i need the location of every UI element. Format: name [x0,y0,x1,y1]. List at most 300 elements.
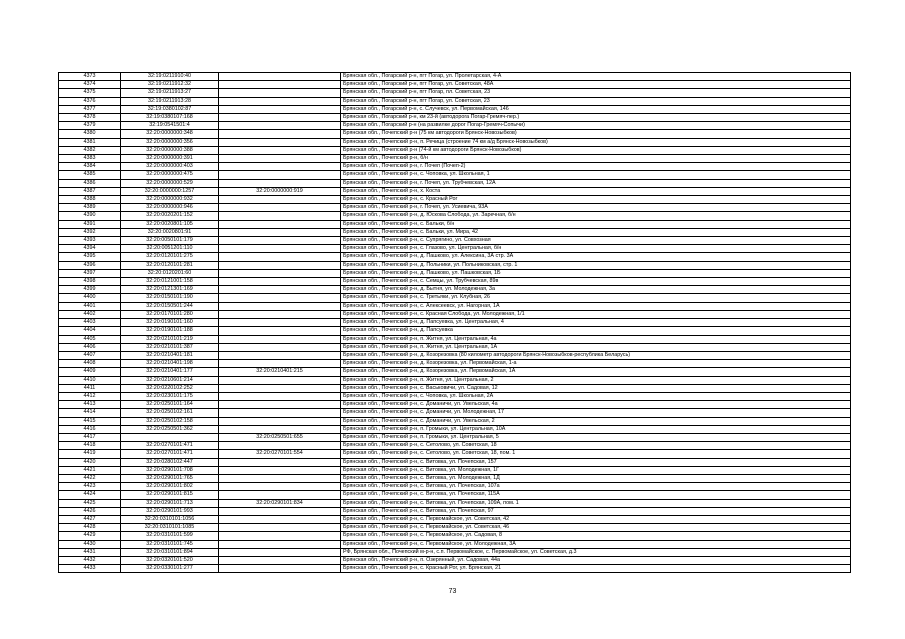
address-cell: Брянская обл., Почепский р-н, с. Сетолово, ул. Советская, 18, пом. 1 [341,450,851,458]
secondary-cadastral-cell [219,466,341,474]
cadastral-number-cell: 32:20:0000000:946 [121,204,219,212]
row-number-cell: 4428 [59,524,121,532]
cadastral-number-cell: 32:20:0000000:391 [121,155,219,163]
address-cell: Брянская обл., Почепский р-н, д. Польники, ул. Польниковская, стр. 1 [341,261,851,269]
cadastral-number-cell: 32:20:0290101:993 [121,507,219,515]
cadastral-number-cell: 32:20:0000000:403 [121,163,219,171]
cadastral-number-cell: 32:20:0020801:105 [121,220,219,228]
cadastral-number-cell: 32:20:0150101:190 [121,294,219,302]
address-cell: Брянская обл., Почепский р-н, с. Бальки, б/н [341,220,851,228]
cadastral-number-cell: 32:20:0310101:599 [121,532,219,540]
cadastral-number-cell: 32:20:0000000:932 [121,196,219,204]
row-number-cell: 4381 [59,138,121,146]
address-cell: Брянская обл., Почепский р-н, с. Доманичи, ул. Увельская, 4а [341,401,851,409]
row-number-cell: 4431 [59,548,121,556]
row-number-cell: 4376 [59,97,121,105]
secondary-cadastral-cell [219,310,341,318]
address-cell: Брянская обл., Почепский р-н, с. Красный Рог [341,196,851,204]
row-number-cell: 4398 [59,278,121,286]
table-row [59,458,851,466]
cadastral-number-cell: 32:20:0310101:1056 [121,515,219,523]
cadastral-number-cell: 32:20:0290101:713 [121,499,219,507]
row-number-cell: 4424 [59,491,121,499]
cadastral-number-cell: 32:20:0000000:475 [121,171,219,179]
cadastral-number-cell: 32:19:0380102:87 [121,105,219,113]
secondary-cadastral-cell [219,524,341,532]
table-row [59,269,851,277]
table-row [59,81,851,89]
table-row [59,163,851,171]
address-cell: Брянская обл., Почепский р-н, д. Козорезовка (80 километр автодороги Брянск-Новозыбков-республика Беларусь) [341,351,851,359]
secondary-cadastral-cell [219,89,341,97]
cadastral-number-cell: 32:20:0000000:348 [121,130,219,138]
row-number-cell: 4395 [59,253,121,261]
secondary-cadastral-cell [219,278,341,286]
cadastral-number-cell: 32:20:0210401:198 [121,360,219,368]
table-row [59,171,851,179]
secondary-cadastral-cell [219,138,341,146]
table-row [59,368,851,376]
cadastral-number-cell: 32:20:0310101:894 [121,548,219,556]
cadastral-number-cell: 32:20:0210401:177 [121,368,219,376]
secondary-cadastral-cell [219,269,341,277]
table-row [59,466,851,474]
cadastral-number-cell: 32:20:0290101:815 [121,491,219,499]
address-cell: Брянская обл., Почепский р-н, с. Витовка, ул. Почепская, 109А, пом. 1 [341,499,851,507]
address-cell: Брянская обл., Почепский р-н, д. Бытня, ул. Молодежная, 3а [341,286,851,294]
table-row [59,556,851,564]
address-cell: Брянская обл., Почепский р-н, г. Почеп, ул. Усиевича, 93А [341,204,851,212]
cadastral-number-cell: 32:20:0310101:745 [121,540,219,548]
row-number-cell: 4413 [59,401,121,409]
cadastral-number-cell: 32:20:0170101:280 [121,310,219,318]
table-row [59,491,851,499]
row-number-cell: 4374 [59,81,121,89]
table-row [59,212,851,220]
cadastral-number-cell: 32:20:0000000:356 [121,138,219,146]
row-number-cell: 4414 [59,409,121,417]
table-row [59,532,851,540]
table-row [59,155,851,163]
address-cell: Брянская обл., Почепский р-н, п. Озерянный, ул. Садовая, 44а [341,556,851,564]
row-number-cell: 4402 [59,310,121,318]
cadastral-number-cell: 32:20:0120101:275 [121,253,219,261]
row-number-cell: 4420 [59,458,121,466]
address-cell: Брянская обл., Почепский р-н, д. Козорезовка, ул. Первомайская, 1А [341,368,851,376]
secondary-cadastral-cell [219,302,341,310]
secondary-cadastral-cell [219,146,341,154]
cadastral-number-cell: 32:20:0250102:161 [121,409,219,417]
row-number-cell: 4426 [59,507,121,515]
row-number-cell: 4417 [59,433,121,441]
address-cell: Брянская обл., Почепский р-н, п. Речица (строение 74 км а/д Брянск-Новозыбков) [341,138,851,146]
secondary-cadastral-cell [219,204,341,212]
secondary-cadastral-cell [219,442,341,450]
address-cell: Брянская обл., Почепский р-н, с. Чоповка, ул. Школьная, 1 [341,171,851,179]
row-number-cell: 4423 [59,483,121,491]
secondary-cadastral-cell [219,237,341,245]
address-cell: Брянская обл., Почепский р-н, х. Коста [341,187,851,195]
row-number-cell: 4401 [59,302,121,310]
address-cell: Брянская обл., Погарский р-н, пгт Погар, ул. Советская, 23 [341,97,851,105]
table-row [59,146,851,154]
address-cell: Брянская обл., Почепский р-н, с. Алексеевск, ул. Нагорная, 1А [341,302,851,310]
row-number-cell: 4377 [59,105,121,113]
page-number: 73 [448,588,457,595]
secondary-cadastral-cell: 32:20:0290101:834 [219,499,341,507]
row-number-cell: 4390 [59,212,121,220]
cadastral-number-cell: 32:20:0190101:160 [121,319,219,327]
cadastral-number-cell: 32:20:0210101:387 [121,343,219,351]
secondary-cadastral-cell [219,261,341,269]
cadastral-number-cell: 32:20:0250101:164 [121,401,219,409]
secondary-cadastral-cell [219,97,341,105]
address-cell: Брянская обл., Почепский р-н (74-й км автодороги Брянск-Новозыбков) [341,146,851,154]
secondary-cadastral-cell [219,556,341,564]
cadastral-number-cell: 32:20:0270101:471 [121,442,219,450]
secondary-cadastral-cell [219,409,341,417]
row-number-cell: 4379 [59,122,121,130]
cadastral-number-cell: 32:20:0330101:277 [121,565,219,573]
row-number-cell: 4406 [59,343,121,351]
table-row [59,310,851,318]
address-cell: Брянская обл., Почепский р-н, с. Доманичи, ул. Молодежная, 17 [341,409,851,417]
table-row [59,401,851,409]
cadastral-number-cell: 32:20:0310101:1085 [121,524,219,532]
secondary-cadastral-cell [219,384,341,392]
address-cell: Брянская обл., Почепский р-н, д. Папсуевка [341,327,851,335]
address-cell: Брянская обл., Почепский р-н, с. Сетолово, ул. Советская, 18 [341,442,851,450]
row-number-cell: 4380 [59,130,121,138]
row-number-cell: 4383 [59,155,121,163]
row-number-cell: 4419 [59,450,121,458]
row-number-cell: 4429 [59,532,121,540]
secondary-cadastral-cell [219,458,341,466]
secondary-cadastral-cell [219,130,341,138]
address-cell: Брянская обл., Почепский р-н, с. Первомайское, ул. Советская, 42 [341,515,851,523]
row-number-cell: 4403 [59,319,121,327]
table-row [59,253,851,261]
row-number-cell: 4415 [59,417,121,425]
cadastral-number-cell: 32:20:0120201:60 [121,269,219,277]
row-number-cell: 4405 [59,335,121,343]
row-number-cell: 4412 [59,392,121,400]
table-row [59,319,851,327]
table-row [59,89,851,97]
secondary-cadastral-cell [219,245,341,253]
row-number-cell: 4389 [59,204,121,212]
table-row [59,507,851,515]
table-row [59,294,851,302]
secondary-cadastral-cell [219,81,341,89]
address-cell: Брянская обл., Почепский р-н, п. Громыки, ул. Центральная, 5 [341,433,851,441]
table-row [59,548,851,556]
address-cell: Брянская обл., Почепский р-н, п. Житня, ул. Центральная, 4а [341,335,851,343]
table-row [59,540,851,548]
secondary-cadastral-cell [219,425,341,433]
table-row [59,196,851,204]
table-row [59,335,851,343]
cadastral-number-cell: 32:20:0320101:520 [121,556,219,564]
address-cell: Брянская обл., Почепский р-н, с. Васьковичи, ул. Садовая, 12 [341,384,851,392]
secondary-cadastral-cell: 32:20:0250501:655 [219,433,341,441]
secondary-cadastral-cell [219,351,341,359]
table-row [59,483,851,491]
row-number-cell: 4382 [59,146,121,154]
cadastral-number-cell: 32:20:0051201:110 [121,245,219,253]
secondary-cadastral-cell [219,319,341,327]
table-row [59,392,851,400]
address-cell: Брянская обл., Погарский р-н, пгт Погар, ул. Пролетарская, 4-А [341,73,851,81]
secondary-cadastral-cell [219,360,341,368]
cadastral-number-cell: 32:20:0190101:188 [121,327,219,335]
secondary-cadastral-cell [219,376,341,384]
row-number-cell: 4422 [59,474,121,482]
address-cell: Брянская обл., Погарский р-н, пгт Погар, ул. Советская, 48А [341,81,851,89]
address-cell: Брянская обл., Почепский р-н, с. Доманичи, ул. Увельская, 2 [341,417,851,425]
cadastral-number-cell: 32:20:0210601:214 [121,376,219,384]
cadastral-number-cell: 32:19:0380107:168 [121,114,219,122]
table-row [59,228,851,236]
row-number-cell: 4425 [59,499,121,507]
table-row [59,187,851,195]
secondary-cadastral-cell [219,179,341,187]
address-cell: Брянская обл., Почепский р-н, с. Третьяки, ул. Клубная, 26 [341,294,851,302]
address-cell: Брянская обл., Почепский р-н, с. Первомайское, ул. Молодежная, 3А [341,540,851,548]
row-number-cell: 4409 [59,368,121,376]
row-number-cell: 4418 [59,442,121,450]
table-row [59,450,851,458]
row-number-cell: 4404 [59,327,121,335]
row-number-cell: 4378 [59,114,121,122]
table-row [59,409,851,417]
secondary-cadastral-cell: 32:20:0210401:215 [219,368,341,376]
table-row [59,442,851,450]
table-row [59,237,851,245]
secondary-cadastral-cell [219,401,341,409]
table-row [59,130,851,138]
row-number-cell: 4433 [59,565,121,573]
secondary-cadastral-cell [219,335,341,343]
secondary-cadastral-cell [219,327,341,335]
table-row [59,286,851,294]
secondary-cadastral-cell: 32:20:0270101:554 [219,450,341,458]
row-number-cell: 4385 [59,171,121,179]
table-row [59,179,851,187]
secondary-cadastral-cell [219,483,341,491]
address-cell: Брянская обл., Почепский р-н, с. Семцы, ул. Трубчевская, 89в [341,278,851,286]
secondary-cadastral-cell [219,73,341,81]
secondary-cadastral-cell [219,220,341,228]
address-cell: Брянская обл., Почепский р-н (75 км автодороги Брянск-Новозыбков) [341,130,851,138]
row-number-cell: 4391 [59,220,121,228]
address-cell: Брянская обл., Почепский р-н, д. Юсковa Слобода, ул. Заречная, б/н [341,212,851,220]
table-row [59,327,851,335]
table-row [59,433,851,441]
cadastral-number-cell: 32:19:0541501:4 [121,122,219,130]
address-cell: Брянская обл., Почепский р-н, с. Первомайское, ул. Садовая, 8 [341,532,851,540]
row-number-cell: 4386 [59,179,121,187]
row-number-cell: 4408 [59,360,121,368]
address-cell: Брянская обл., Почепский р-н, п. Житня, ул. Центральная, 2 [341,376,851,384]
address-cell: Брянская обл., Почепский р-н, д. Пашково, ул. Пашковская, 1Б [341,269,851,277]
secondary-cadastral-cell [219,474,341,482]
address-cell: Брянская обл., Почепский р-н, с. Красный Рог, ул. Брянская, 21 [341,565,851,573]
secondary-cadastral-cell [219,507,341,515]
row-number-cell: 4373 [59,73,121,81]
address-cell: Брянская обл., Почепский р-н, г. Почеп, ул. Трубчевская, 12А [341,179,851,187]
address-cell: Брянская обл., Почепский р-н, с. Чоповка, ул. Школьная, 2А [341,392,851,400]
row-number-cell: 4397 [59,269,121,277]
row-number-cell: 4411 [59,384,121,392]
row-number-cell: 4427 [59,515,121,523]
secondary-cadastral-cell [219,171,341,179]
address-cell: Брянская обл., Почепский р-н, с. Витовка, ул. Молодежная, 1Д [341,474,851,482]
secondary-cadastral-cell [219,286,341,294]
row-number-cell: 4375 [59,89,121,97]
row-number-cell: 4407 [59,351,121,359]
table-row [59,278,851,286]
table-row [59,105,851,113]
cadastral-number-cell: 32:20:0230101:175 [121,392,219,400]
secondary-cadastral-cell [219,228,341,236]
table-row [59,524,851,532]
cadastral-number-cell: 32:20:0290101:802 [121,483,219,491]
address-cell: РФ, Брянская обл., Почепский м-р-н, с.п. Первомайское, с. Первомайское, ул. Советская, д.3 [341,548,851,556]
secondary-cadastral-cell [219,392,341,400]
secondary-cadastral-cell [219,417,341,425]
cadastral-number-cell: 32:20:0020201:152 [121,212,219,220]
table-row [59,351,851,359]
secondary-cadastral-cell [219,105,341,113]
table-row [59,565,851,573]
table-row [59,417,851,425]
address-cell: Брянская обл., Почепский р-н, п. Громыки, ул. Центральная, 10А [341,425,851,433]
cadastral-number-cell: 32:20:0020801:91 [121,228,219,236]
address-cell: Брянская обл., Почепский р-н, д. Пашково, ул. Алексина, 3А стр. 3А [341,253,851,261]
cadastral-number-cell: 32:20:0210401:181 [121,351,219,359]
table-row [59,114,851,122]
cadastral-number-cell: 32:20:0290101:708 [121,466,219,474]
cadastral-number-cell [121,433,219,441]
address-cell: Брянская обл., Почепский р-н, с. Витовка, ул. Молодежная, 1Г [341,466,851,474]
cadastral-number-cell: 32:20:0290101:765 [121,474,219,482]
table-row [59,122,851,130]
cadastral-number-cell: 32:20:0210101:219 [121,335,219,343]
secondary-cadastral-cell [219,196,341,204]
table-row [59,343,851,351]
secondary-cadastral-cell [219,212,341,220]
address-cell: Брянская обл., Почепский р-н, с. Витовка, ул. Почепская, 107а [341,483,851,491]
secondary-cadastral-cell [219,540,341,548]
address-cell: Брянская обл., Почепский р-н, с. Витовка, ул. Почепская, 157 [341,458,851,466]
address-cell: Брянская обл., Почепский р-н, д. Козорезовка, ул. Первомайская, 1-а [341,360,851,368]
secondary-cadastral-cell [219,155,341,163]
cadastral-number-cell: 32:20:0120101:281 [121,261,219,269]
row-number-cell: 4393 [59,237,121,245]
cadastral-number-cell: 32:20:0220102:252 [121,384,219,392]
table-row [59,302,851,310]
secondary-cadastral-cell: 32:20:0000000:919 [219,187,341,195]
table-row [59,220,851,228]
registry-table [58,72,851,573]
secondary-cadastral-cell [219,565,341,573]
secondary-cadastral-cell [219,294,341,302]
address-cell: Брянская обл., Почепский р-н, с. Бальки, ул. Мира, 42 [341,228,851,236]
secondary-cadastral-cell [219,515,341,523]
cadastral-number-cell: 32:19:0211912:32 [121,81,219,89]
row-number-cell: 4384 [59,163,121,171]
table-row [59,384,851,392]
table-row [59,515,851,523]
table-row [59,474,851,482]
address-cell: Брянская обл., Почепский р-н, г. Почеп (Почеп-2) [341,163,851,171]
secondary-cadastral-cell [219,343,341,351]
secondary-cadastral-cell [219,491,341,499]
secondary-cadastral-cell [219,114,341,122]
cadastral-number-cell: 32:20:0280102:447 [121,458,219,466]
cadastral-number-cell: 32:20:0121001:158 [121,278,219,286]
address-cell: Брянская обл., Почепский р-н, с. Глазово, ул. Центральная, б/н [341,245,851,253]
cadastral-number-cell: 32:19:0211913:27 [121,89,219,97]
secondary-cadastral-cell [219,532,341,540]
address-cell: Брянская обл., Почепский р-н, с. Витовка, ул. Почепская, 97 [341,507,851,515]
table-row [59,261,851,269]
cadastral-number-cell: 32:20:0000000:388 [121,146,219,154]
row-number-cell: 4394 [59,245,121,253]
row-number-cell: 4396 [59,261,121,269]
row-number-cell: 4388 [59,196,121,204]
row-number-cell: 4387 [59,187,121,195]
table-row [59,360,851,368]
table-row [59,138,851,146]
secondary-cadastral-cell [219,548,341,556]
row-number-cell: 4432 [59,556,121,564]
address-cell: Брянская обл., Почепский р-н, с. Красная Слобода, ул. Молодежная, 1/1 [341,310,851,318]
table-row [59,376,851,384]
row-number-cell: 4399 [59,286,121,294]
cadastral-number-cell: 32:19:0211913:28 [121,97,219,105]
address-cell: Брянская обл., Погарский р-н, пгт Погар, пл. Советская, 23 [341,89,851,97]
address-cell: Брянская обл., Почепский р-н, б/н [341,155,851,163]
row-number-cell: 4410 [59,376,121,384]
table-row [59,73,851,81]
secondary-cadastral-cell [219,163,341,171]
row-number-cell: 4430 [59,540,121,548]
cadastral-number-cell: 32:19:0211910:40 [121,73,219,81]
address-cell: Брянская обл., Почепский р-н, с. Витовка, ул. Почепская, 115А [341,491,851,499]
address-cell: Брянская обл., Погарский р-н, с. Случевск, ул. Первомайская, 146 [341,105,851,113]
registry-body [59,73,851,573]
cadastral-number-cell: 32:20:0150501:244 [121,302,219,310]
table-row [59,97,851,105]
secondary-cadastral-cell [219,253,341,261]
row-number-cell: 4421 [59,466,121,474]
table-row [59,245,851,253]
table-row [59,425,851,433]
cadastral-number-cell: 32:20:0000000:529 [121,179,219,187]
cadastral-number-cell: 32:20:0250501:362 [121,425,219,433]
address-cell: Брянская обл., Погарский р-н, км 23-й (автодорога Погар-Гремяч-пер.) [341,114,851,122]
cadastral-number-cell: 32:20:0000000:1257 [121,187,219,195]
address-cell: Брянская обл., Почепский р-н, с. Супрягино, ул. Совхозная [341,237,851,245]
cadastral-number-cell: 32:20:0270101:471 [121,450,219,458]
cadastral-number-cell: 32:20:0121301:169 [121,286,219,294]
cadastral-number-cell: 32:20:0250102:158 [121,417,219,425]
row-number-cell: 4400 [59,294,121,302]
secondary-cadastral-cell [219,122,341,130]
address-cell: Брянская обл., Почепский р-н, с. Первомайское, ул. Советская, 46 [341,524,851,532]
